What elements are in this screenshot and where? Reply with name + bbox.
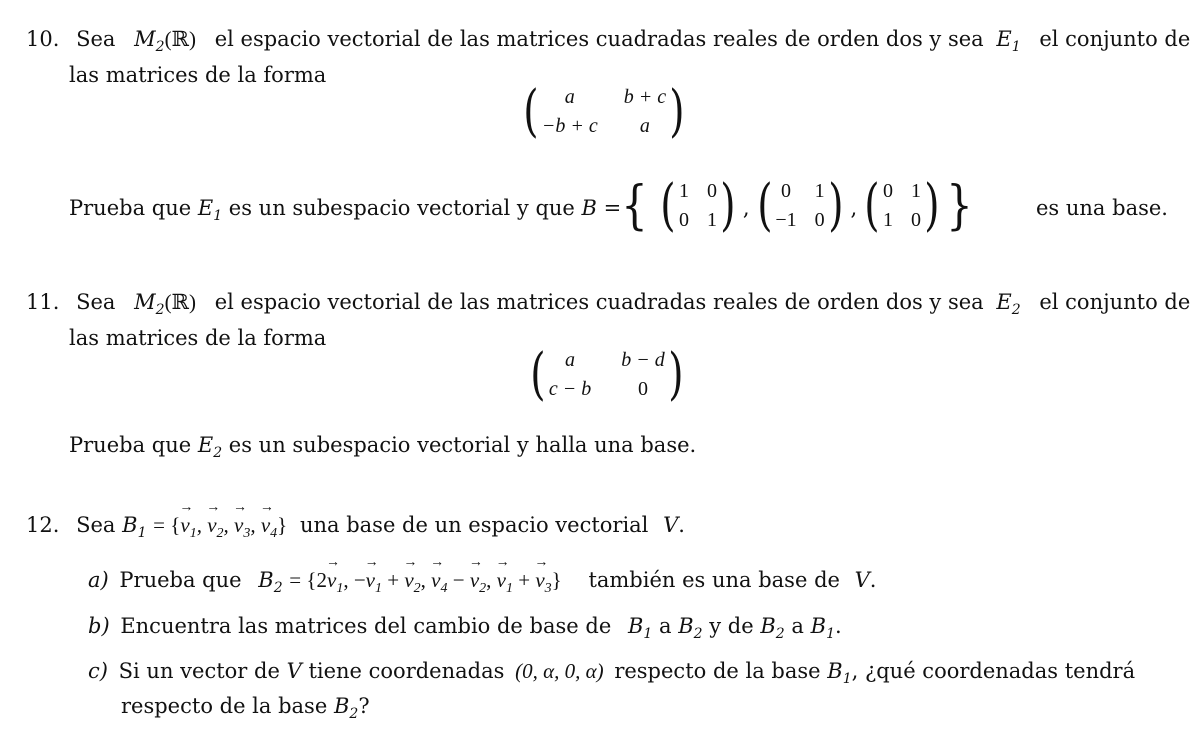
equals-brace: = { bbox=[153, 513, 181, 537]
basis-symbol: B = bbox=[581, 196, 622, 220]
matrix-cell: b + c bbox=[623, 86, 667, 108]
text: Prueba que bbox=[69, 433, 192, 457]
problem-10-proof-start bbox=[69, 196, 621, 224]
basis-b2: $B_2$ bbox=[678, 614, 703, 643]
basis-matrix-3 bbox=[883, 180, 921, 232]
matrix-cell: −1 bbox=[775, 209, 797, 231]
text: Si un vector de bbox=[118, 659, 280, 683]
matrix-cell: 1 bbox=[814, 180, 825, 202]
basis-b1: $B_1$ bbox=[122, 513, 147, 542]
set-symbol: $E_1$ bbox=[197, 196, 223, 225]
basis-b1: $B_1$ bbox=[827, 659, 852, 688]
text: , ¿qué coordenadas tendrá bbox=[851, 659, 1136, 683]
text: Prueba que bbox=[69, 196, 192, 220]
space-symbol: $M_2(ℝ)$ bbox=[134, 27, 197, 56]
matrix-cell: 0 bbox=[883, 180, 894, 202]
problem-12-item-a bbox=[88, 568, 876, 597]
problem-12-item-b bbox=[88, 614, 842, 642]
set-symbol: $E_2$ bbox=[996, 290, 1021, 319]
text: Encuentra las matrices del cambio de base de bbox=[120, 614, 612, 638]
problem-10-statement-end: el conjunto de bbox=[1039, 27, 1191, 51]
matrix-cell: 1 bbox=[911, 180, 922, 202]
text: y de bbox=[709, 614, 754, 638]
matrix-cell: a bbox=[639, 115, 650, 137]
problem-11-matrix bbox=[527, 342, 687, 407]
basis-b2: $B_2$ bbox=[760, 614, 785, 643]
text: es un subespacio vectorial y que bbox=[228, 196, 575, 220]
problem-number: 12. bbox=[26, 513, 60, 537]
right-paren: ) bbox=[827, 173, 844, 238]
basis-b2: $B_2$ bbox=[333, 694, 359, 723]
left-paren: ( bbox=[864, 173, 880, 238]
basis-set bbox=[618, 173, 976, 238]
text: también es una base de bbox=[588, 568, 840, 592]
matrix-cell: 1 bbox=[883, 209, 894, 231]
right-paren: ) bbox=[668, 342, 684, 407]
left-paren: ( bbox=[660, 173, 676, 238]
matrix-cell: a bbox=[565, 349, 576, 371]
basis-b1: $B_1$ bbox=[810, 614, 835, 643]
basis-matrix-1 bbox=[679, 180, 717, 232]
left-brace: { bbox=[621, 176, 648, 236]
right-paren: ) bbox=[720, 173, 736, 238]
right-paren: ) bbox=[924, 173, 940, 238]
problem-number: 11. bbox=[26, 290, 60, 314]
matrix-cell: −b + c bbox=[541, 115, 598, 137]
basis-b2: $B_2$ bbox=[258, 568, 283, 597]
question-mark: ? bbox=[358, 694, 370, 718]
text: una base de un espacio vectorial bbox=[299, 513, 649, 537]
right-brace: } bbox=[946, 176, 973, 236]
problem-10-line-1 bbox=[26, 27, 1190, 55]
basis-matrix-2 bbox=[775, 180, 824, 232]
matrix-cell: 1 bbox=[678, 180, 689, 202]
left-paren: ( bbox=[530, 342, 546, 407]
space-v: V bbox=[286, 659, 302, 683]
set-symbol: $E_1$ bbox=[996, 27, 1021, 56]
word-sea: Sea bbox=[76, 290, 116, 314]
matrix-cell: b − d bbox=[621, 349, 665, 371]
basis-b1: $B_1$ bbox=[627, 614, 653, 643]
text: a bbox=[658, 614, 672, 638]
period: . bbox=[678, 513, 685, 537]
close-brace: } bbox=[277, 513, 288, 537]
item-label: a) bbox=[88, 568, 109, 592]
comma: , bbox=[742, 196, 750, 220]
coordinates: (0, α, 0, α) bbox=[515, 659, 604, 683]
period: . bbox=[834, 614, 842, 638]
space-v: V bbox=[663, 513, 679, 537]
word-sea: Sea bbox=[76, 27, 116, 51]
problem-12-item-c-line-2 bbox=[121, 694, 370, 722]
right-paren: ) bbox=[669, 79, 685, 144]
vector-list: → $v_1$, → $v_2$, → $v_3$, → $v_4$ bbox=[180, 513, 277, 537]
word-sea: Sea bbox=[76, 513, 116, 537]
matrix-cell: 0 bbox=[637, 378, 648, 400]
problem-11-statement-end: el conjunto de bbox=[1039, 290, 1191, 314]
problem-10-matrix bbox=[520, 79, 688, 144]
problem-12-item-c bbox=[88, 659, 1135, 687]
b2-definition: = {$2\to v_1$, −→ $v_1$ + → $v_2$, → $v_4$ − → $v_2$, → $v_1$ + → $v_3$} bbox=[289, 568, 561, 592]
text: respecto de la base bbox=[121, 694, 328, 718]
problem-10-line-2: las matrices de la forma bbox=[69, 63, 327, 87]
problem-11-proof bbox=[69, 433, 696, 461]
text: es un subespacio vectorial y halla una base. bbox=[228, 433, 697, 457]
problem-12-intro bbox=[26, 513, 685, 542]
matrix-cell: a bbox=[564, 86, 575, 108]
left-paren: ( bbox=[523, 79, 539, 144]
problem-11-line-1 bbox=[26, 290, 1190, 318]
problem-10-statement: el espacio vectorial de las matrices cuadradas reales de orden dos y sea bbox=[214, 27, 984, 51]
problem-number: 10. bbox=[26, 27, 60, 51]
item-label: b) bbox=[88, 614, 110, 638]
problem-11-line-2: las matrices de la forma bbox=[69, 326, 327, 350]
period: . bbox=[869, 568, 877, 592]
text: respecto de la base bbox=[614, 659, 821, 683]
matrix-cell: 0 bbox=[814, 209, 825, 231]
comma: , bbox=[850, 196, 858, 220]
space-symbol: $M_2(ℝ)$ bbox=[134, 290, 197, 319]
problem-10-proof-end: es una base. bbox=[1036, 196, 1168, 220]
matrix-cell: c − b bbox=[548, 378, 592, 400]
matrix-cell: 0 bbox=[781, 180, 791, 202]
space-v: V bbox=[854, 568, 870, 592]
item-label: c) bbox=[88, 659, 108, 683]
text: Prueba que bbox=[119, 568, 242, 592]
text: a bbox=[791, 614, 804, 638]
matrix-cell: 1 bbox=[706, 209, 717, 231]
set-symbol: $E_2$ bbox=[197, 433, 223, 462]
matrix-cell: 0 bbox=[706, 180, 717, 202]
text: tiene coordenadas bbox=[308, 659, 505, 683]
left-paren: ( bbox=[756, 173, 773, 238]
matrix-cell: 0 bbox=[911, 209, 922, 231]
matrix-cell: 0 bbox=[678, 209, 689, 231]
problem-11-statement: el espacio vectorial de las matrices cuadradas reales de orden dos y sea bbox=[214, 290, 984, 314]
